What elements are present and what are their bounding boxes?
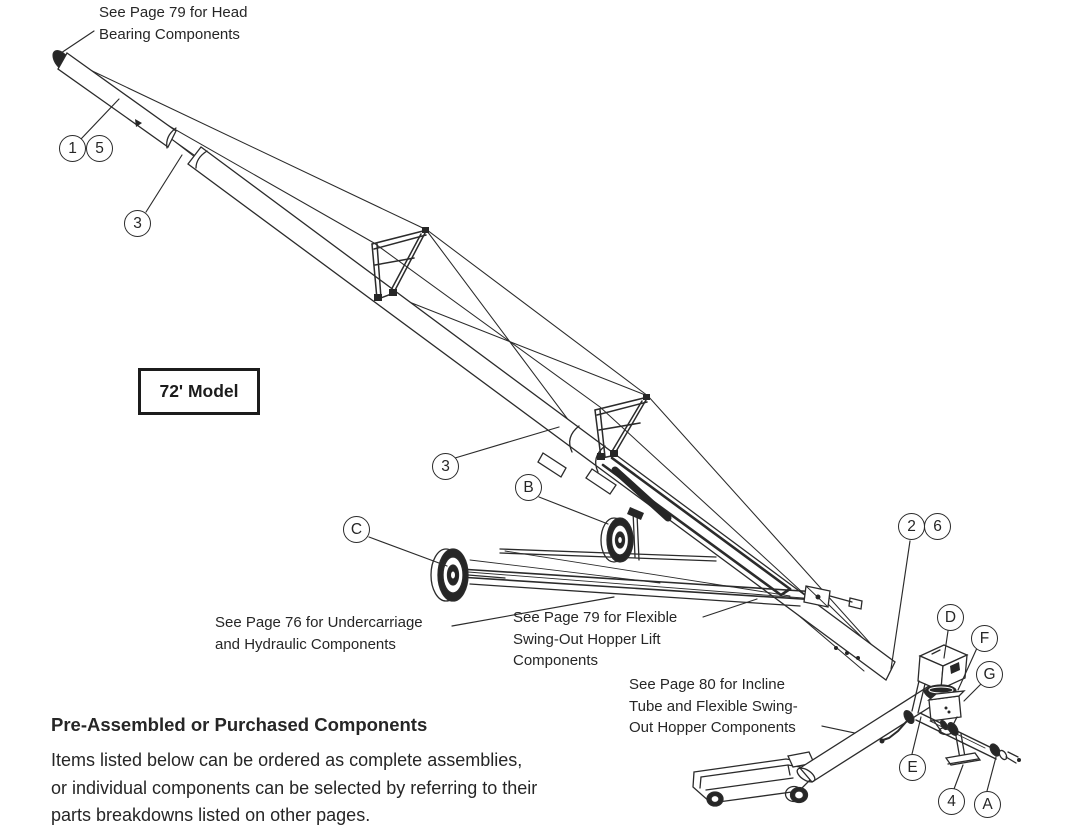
note-line: Components xyxy=(513,652,599,669)
note-line: See Page 80 for Incline xyxy=(629,676,785,693)
callout-A: A xyxy=(974,791,1001,818)
callout-1: 1 xyxy=(59,135,86,162)
callout-E: E xyxy=(899,754,926,781)
note-line: See Page 76 for Undercarriage xyxy=(215,614,423,631)
callout-3-mid: 3 xyxy=(432,453,459,480)
swing-out-hopper xyxy=(693,752,816,806)
callout-F: F xyxy=(971,625,998,652)
note-line: See Page 79 for Head xyxy=(99,4,248,21)
callout-2: 2 xyxy=(898,513,925,540)
note-head-bearing xyxy=(99,2,247,45)
callout-3-upper: 3 xyxy=(124,210,151,237)
callout-6: 6 xyxy=(924,513,951,540)
note-line: See Page 79 for Flexible xyxy=(513,609,678,626)
note-line: Tube and Flexible Swing- xyxy=(629,697,798,715)
callout-B: B xyxy=(515,474,542,501)
note-line: Bearing Components xyxy=(99,25,240,43)
note-hopper-lift xyxy=(513,607,677,672)
section-body xyxy=(51,747,537,830)
callout-G: G xyxy=(976,661,1003,688)
callout-4: 4 xyxy=(938,788,965,815)
callout-5: 5 xyxy=(86,135,113,162)
model-label-box xyxy=(138,368,260,415)
callout-C: C xyxy=(343,516,370,543)
body-line: parts breakdowns listed on other pages. xyxy=(51,805,371,825)
note-undercarriage xyxy=(215,612,423,655)
cable-truss-upper xyxy=(372,227,429,301)
note-line: Out Hopper Components xyxy=(629,719,796,736)
body-line: Items listed below can be ordered as complete assemblies, xyxy=(51,750,523,770)
note-incline xyxy=(629,674,798,739)
undercarriage xyxy=(431,453,862,609)
body-line: or individual components can be selected by referring to their xyxy=(51,777,538,798)
callout-D: D xyxy=(937,604,964,631)
model-label: 72' Model xyxy=(159,381,239,401)
section-heading: Pre-Assembled or Purchased Components xyxy=(51,714,428,735)
note-line: Swing-Out Hopper Lift xyxy=(513,630,661,648)
note-line: and Hydraulic Components xyxy=(215,635,396,653)
